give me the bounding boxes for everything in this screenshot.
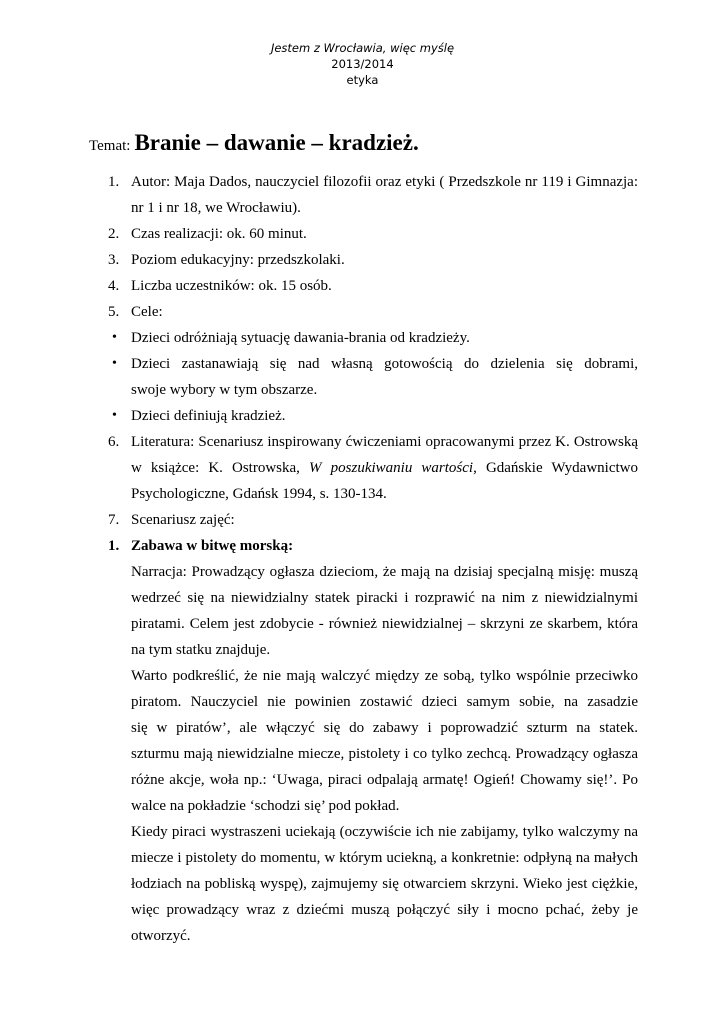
topic-heading bbox=[89, 130, 419, 156]
paragraph-line: szturmu mają niewidzialne miecze, pistolety i co tylko zechcą. Prowadzący ogłasza bbox=[131, 746, 638, 762]
paragraph-line: wedrzeć się na niewidzialny statek piracki i rozprawić na nim z niewidzialnymi bbox=[131, 590, 638, 606]
list-item-text: Poziom edukacyjny: przedszkolaki. bbox=[131, 252, 345, 268]
topic-label: Temat: bbox=[89, 138, 131, 154]
list-item-text: Literatura: Scenariusz inspirowany ćwiczeniami opracowanymi przez K. Ostrowską bbox=[131, 434, 638, 450]
list-marker: 1. bbox=[108, 174, 120, 190]
literature-text: w książce: K. Ostrowska, bbox=[131, 460, 300, 476]
list-item-text: Cele: bbox=[131, 304, 163, 320]
bullet-text: Dzieci odróżniają sytuację dawania-brania od kradzieży. bbox=[131, 330, 470, 346]
bullet-marker: • bbox=[112, 356, 117, 371]
header-subject: etyka bbox=[346, 73, 379, 87]
paragraph-line: Narracja: Prowadzący ogłasza dzieciom, że mają na dzisiaj specjalną misję: muszą bbox=[131, 564, 638, 580]
list-item-text bbox=[131, 455, 638, 481]
paragraph-line: więc prowadzący wraz z dziećmi muszą połączyć siły i mocno pchać, żeby je bbox=[131, 902, 638, 918]
section-title: Zabawa w bitwę morską: bbox=[131, 538, 294, 554]
document-header bbox=[0, 40, 725, 88]
paragraph-line: na tym statku znajduje. bbox=[131, 642, 271, 658]
paragraph-line: piratom. Nauczyciel nie powinien zostawić dzieci samym sobie, na zasadzie bbox=[131, 694, 638, 710]
bullet-text: Dzieci zastanawiają się nad własną gotowością do dzielenia się dobrami, bbox=[131, 356, 638, 372]
paragraph-narration bbox=[131, 559, 638, 663]
list-marker: 6. bbox=[108, 434, 120, 450]
literature-text: , Gdańskie Wydawnictwo bbox=[473, 460, 638, 476]
header-title: Jestem z Wrocławia, więc myślę bbox=[270, 41, 455, 55]
paragraph-line: Kiedy piraci wystraszeni uciekają (oczywiście ich nie zabijamy, tylko walczymy na bbox=[131, 824, 638, 840]
book-title: W poszukiwaniu wartości bbox=[309, 460, 474, 476]
paragraph-line: otworzyć. bbox=[131, 928, 191, 944]
paragraph-guidance bbox=[131, 663, 638, 819]
paragraph-line: walce na pokładzie ‘schodzi się’ pod pokład. bbox=[131, 798, 400, 814]
header-school-year: 2013/2014 bbox=[331, 57, 394, 71]
list-marker: 2. bbox=[108, 226, 120, 242]
list-item-text: Psychologiczne, Gdańsk 1994, s. 130-134. bbox=[131, 486, 387, 502]
paragraph-line: łodziach na pobliską wyspę), zajmujemy się otwarciem skrzyni. Wieko jest ciężkie, bbox=[131, 876, 638, 892]
paragraph-line: różne akcje, woła np.: ‘Uwaga, piraci odpalają armatę! Ogień! Chowamy się!’. Po bbox=[131, 772, 638, 788]
list-marker: 7. bbox=[108, 512, 120, 528]
paragraph-chest bbox=[131, 819, 638, 949]
paragraph-line: się w piratów’, ale włączyć się do zabawy i poprowadzić szturm na statek. bbox=[131, 720, 638, 736]
list-item-text: Autor: Maja Dados, nauczyciel filozofii oraz etyki ( Przedszkole nr 119 i Gimnazja: bbox=[131, 174, 638, 190]
list-item-text: Liczba uczestników: ok. 15 osób. bbox=[131, 278, 332, 294]
bullet-marker: • bbox=[112, 330, 117, 345]
list-marker: 3. bbox=[108, 252, 120, 268]
list-item-text: nr 1 i nr 18, we Wrocławiu). bbox=[131, 200, 301, 216]
list-marker: 4. bbox=[108, 278, 120, 294]
paragraph-line: Warto podkreślić, że nie mają walczyć między ze sobą, tylko wspólnie przeciwko bbox=[131, 668, 638, 684]
list-marker: 5. bbox=[108, 304, 120, 320]
list-item-text: Czas realizacji: ok. 60 minut. bbox=[131, 226, 307, 242]
paragraph-line: miecze i pistolety do momentu, w którym uciekną, a konkretnie: odpłyną na małych bbox=[131, 850, 638, 866]
bullet-text: Dzieci definiują kradzież. bbox=[131, 408, 286, 424]
topic-title: Branie – dawanie – kradzież. bbox=[134, 130, 419, 155]
bullet-marker: • bbox=[112, 408, 117, 423]
paragraph-line: piratami. Celem jest zdobycie - również niewidzialnej – skrzyni ze skarbem, która bbox=[131, 616, 638, 632]
bullet-text: swoje wybory w tym obszarze. bbox=[131, 382, 318, 398]
list-item-text: Scenariusz zajęć: bbox=[131, 512, 235, 528]
list-marker: 1. bbox=[108, 538, 120, 554]
